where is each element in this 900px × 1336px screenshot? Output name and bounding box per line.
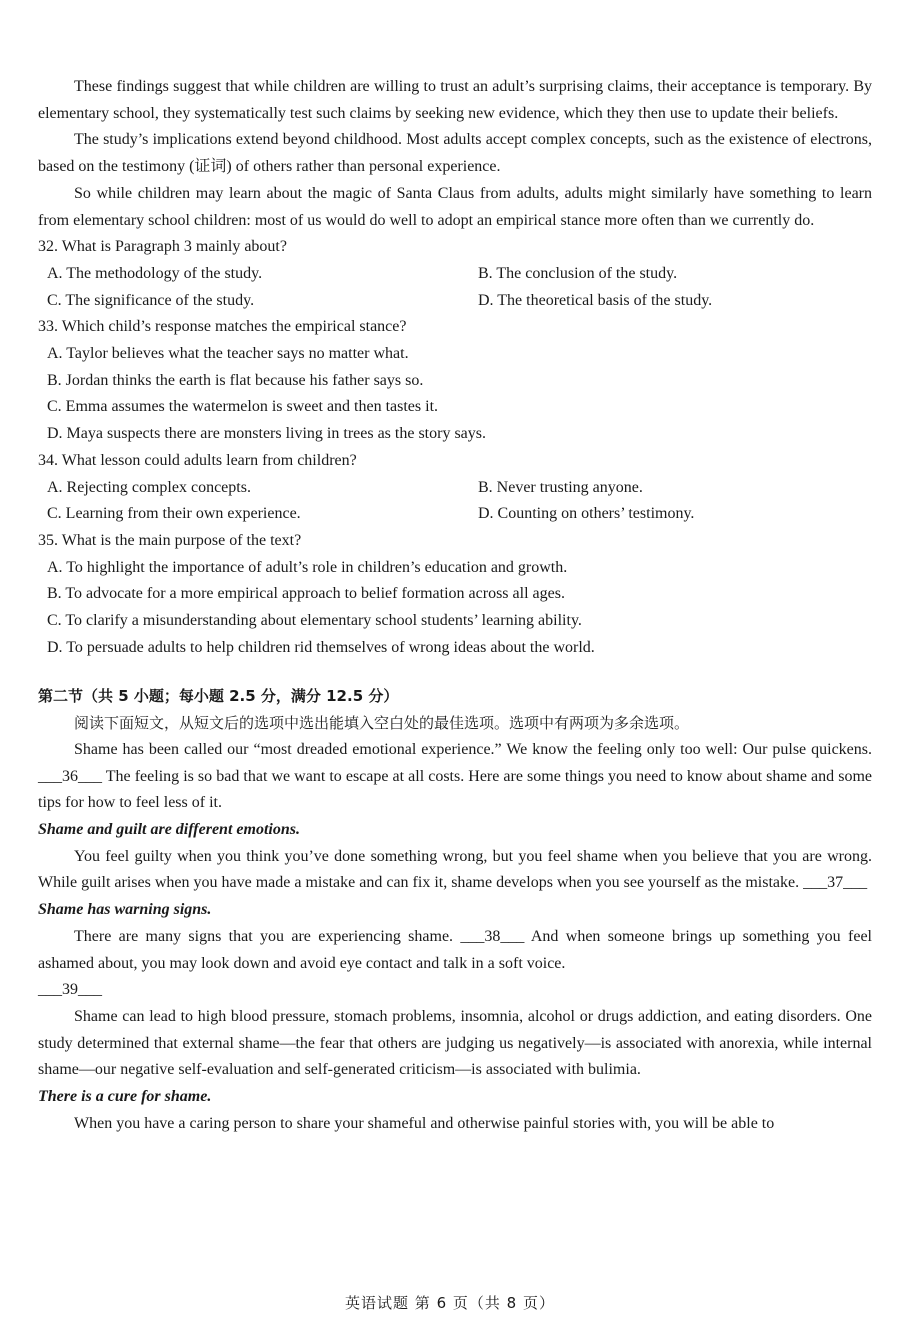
option-33-b: B. Jordan thinks the earth is flat because his father says so. <box>47 371 424 389</box>
text: And when someone brings up something you feel ashamed about, you may look down and avoid eye contact and talk in a soft voice. <box>38 927 872 972</box>
option-32-a: A. The methodology of the study. <box>47 264 263 282</box>
option-35-c: C. To clarify a misunderstanding about elementary school students’ learning ability. <box>47 612 582 630</box>
question-33-stem: 33. Which child’s response matches the empirical stance? <box>38 318 407 336</box>
subheading: There is a cure for shame. <box>38 1088 212 1106</box>
option-34-c: C. Learning from their own experience. <box>47 505 301 523</box>
paragraph: Shame can lead to high blood pressure, stomach problems, insomnia, alcohol or drugs addiction, and eating disorders. One study determined that external shame—the fear that others are judging us negatively—is associated with anorexia, while internal shame—our negative self-evaluation and self-generated criticism—is associated with bulimia. <box>38 1007 872 1079</box>
text: The feeling is so bad that we want to escape at all costs. Here are some things you need to know about shame and some tips for how to feel less of it. <box>38 767 872 812</box>
blank-37: ___37___ <box>803 874 868 892</box>
option-35-d: D. To persuade adults to help children rid themselves of wrong ideas about the world. <box>47 638 595 656</box>
page-footer: 英语试题 第 6 页（共 8 页） <box>345 1294 555 1312</box>
paragraph: When you have a caring person to share your shameful and otherwise painful stories with, you will be able to <box>74 1114 775 1132</box>
text: You feel guilty when you think you’ve done something wrong, but you feel shame when you believe that you are wrong. While guilt arises when you have made a mistake and can fix it, shame develops when you see yourself as the mistake. <box>38 847 872 892</box>
option-35-a: A. To highlight the importance of adult’s role in children’s education and growth. <box>47 558 568 576</box>
option-32-b: B. The conclusion of the study. <box>478 264 678 282</box>
paragraph: So while children may learn about the magic of Santa Claus from adults, adults might similarly have something to learn from elementary school children: most of us would do well to adopt an empirical stance more often than we currently do. <box>38 184 872 229</box>
text: There are many signs that you are experiencing shame. <box>74 927 461 945</box>
paragraph <box>38 737 872 817</box>
paragraph <box>38 924 872 977</box>
question-35-stem: 35. What is the main purpose of the text? <box>38 531 302 549</box>
question-32-stem: 32. What is Paragraph 3 mainly about? <box>38 238 287 256</box>
option-34-b: B. Never trusting anyone. <box>478 478 643 496</box>
blank-36: ___36___ <box>38 767 102 785</box>
option-33-a: A. Taylor believes what the teacher says no matter what. <box>47 345 409 363</box>
option-34-a: A. Rejecting complex concepts. <box>47 478 251 496</box>
option-34-d: D. Counting on others’ testimony. <box>478 505 695 523</box>
question-34-stem: 34. What lesson could adults learn from children? <box>38 451 357 469</box>
option-33-c: C. Emma assumes the watermelon is sweet and then tastes it. <box>47 398 439 416</box>
paragraph: These findings suggest that while children are willing to trust an adult’s surprising claims, their acceptance is temporary. By elementary school, they systematically test such claims by seeking new evidence, which they then use to update their beliefs. <box>38 78 872 122</box>
exam-page <box>38 74 872 1137</box>
section-heading: 第二节（共 5 小题；每小题 2.5 分，满分 12.5 分） <box>38 687 399 706</box>
section-instruction: 阅读下面短文，从短文后的选项中选出能填入空白处的最佳选项。选项中有两项为多余选项。 <box>74 714 690 733</box>
paragraph: The study’s implications extend beyond childhood. Most adults accept complex concepts, such as the existence of electrons, based on the testimony (证词) of others rather than personal experience. <box>38 131 872 176</box>
option-32-d: D. The theoretical basis of the study. <box>478 291 713 309</box>
option-32-c: C. The significance of the study. <box>47 291 255 309</box>
subheading: Shame has warning signs. <box>38 901 212 919</box>
paragraph <box>38 844 872 897</box>
subheading: Shame and guilt are different emotions. <box>38 820 300 838</box>
option-35-b: B. To advocate for a more empirical approach to belief formation across all ages. <box>47 585 565 603</box>
blank-39: ___39___ <box>38 981 102 999</box>
option-33-d: D. Maya suspects there are monsters living in trees as the story says. <box>47 425 487 443</box>
text: Shame has been called our “most dreaded emotional experience.” We know the feeling only too well: Our pulse quickens. <box>74 740 872 758</box>
blank-38: ___38___ <box>460 927 525 945</box>
